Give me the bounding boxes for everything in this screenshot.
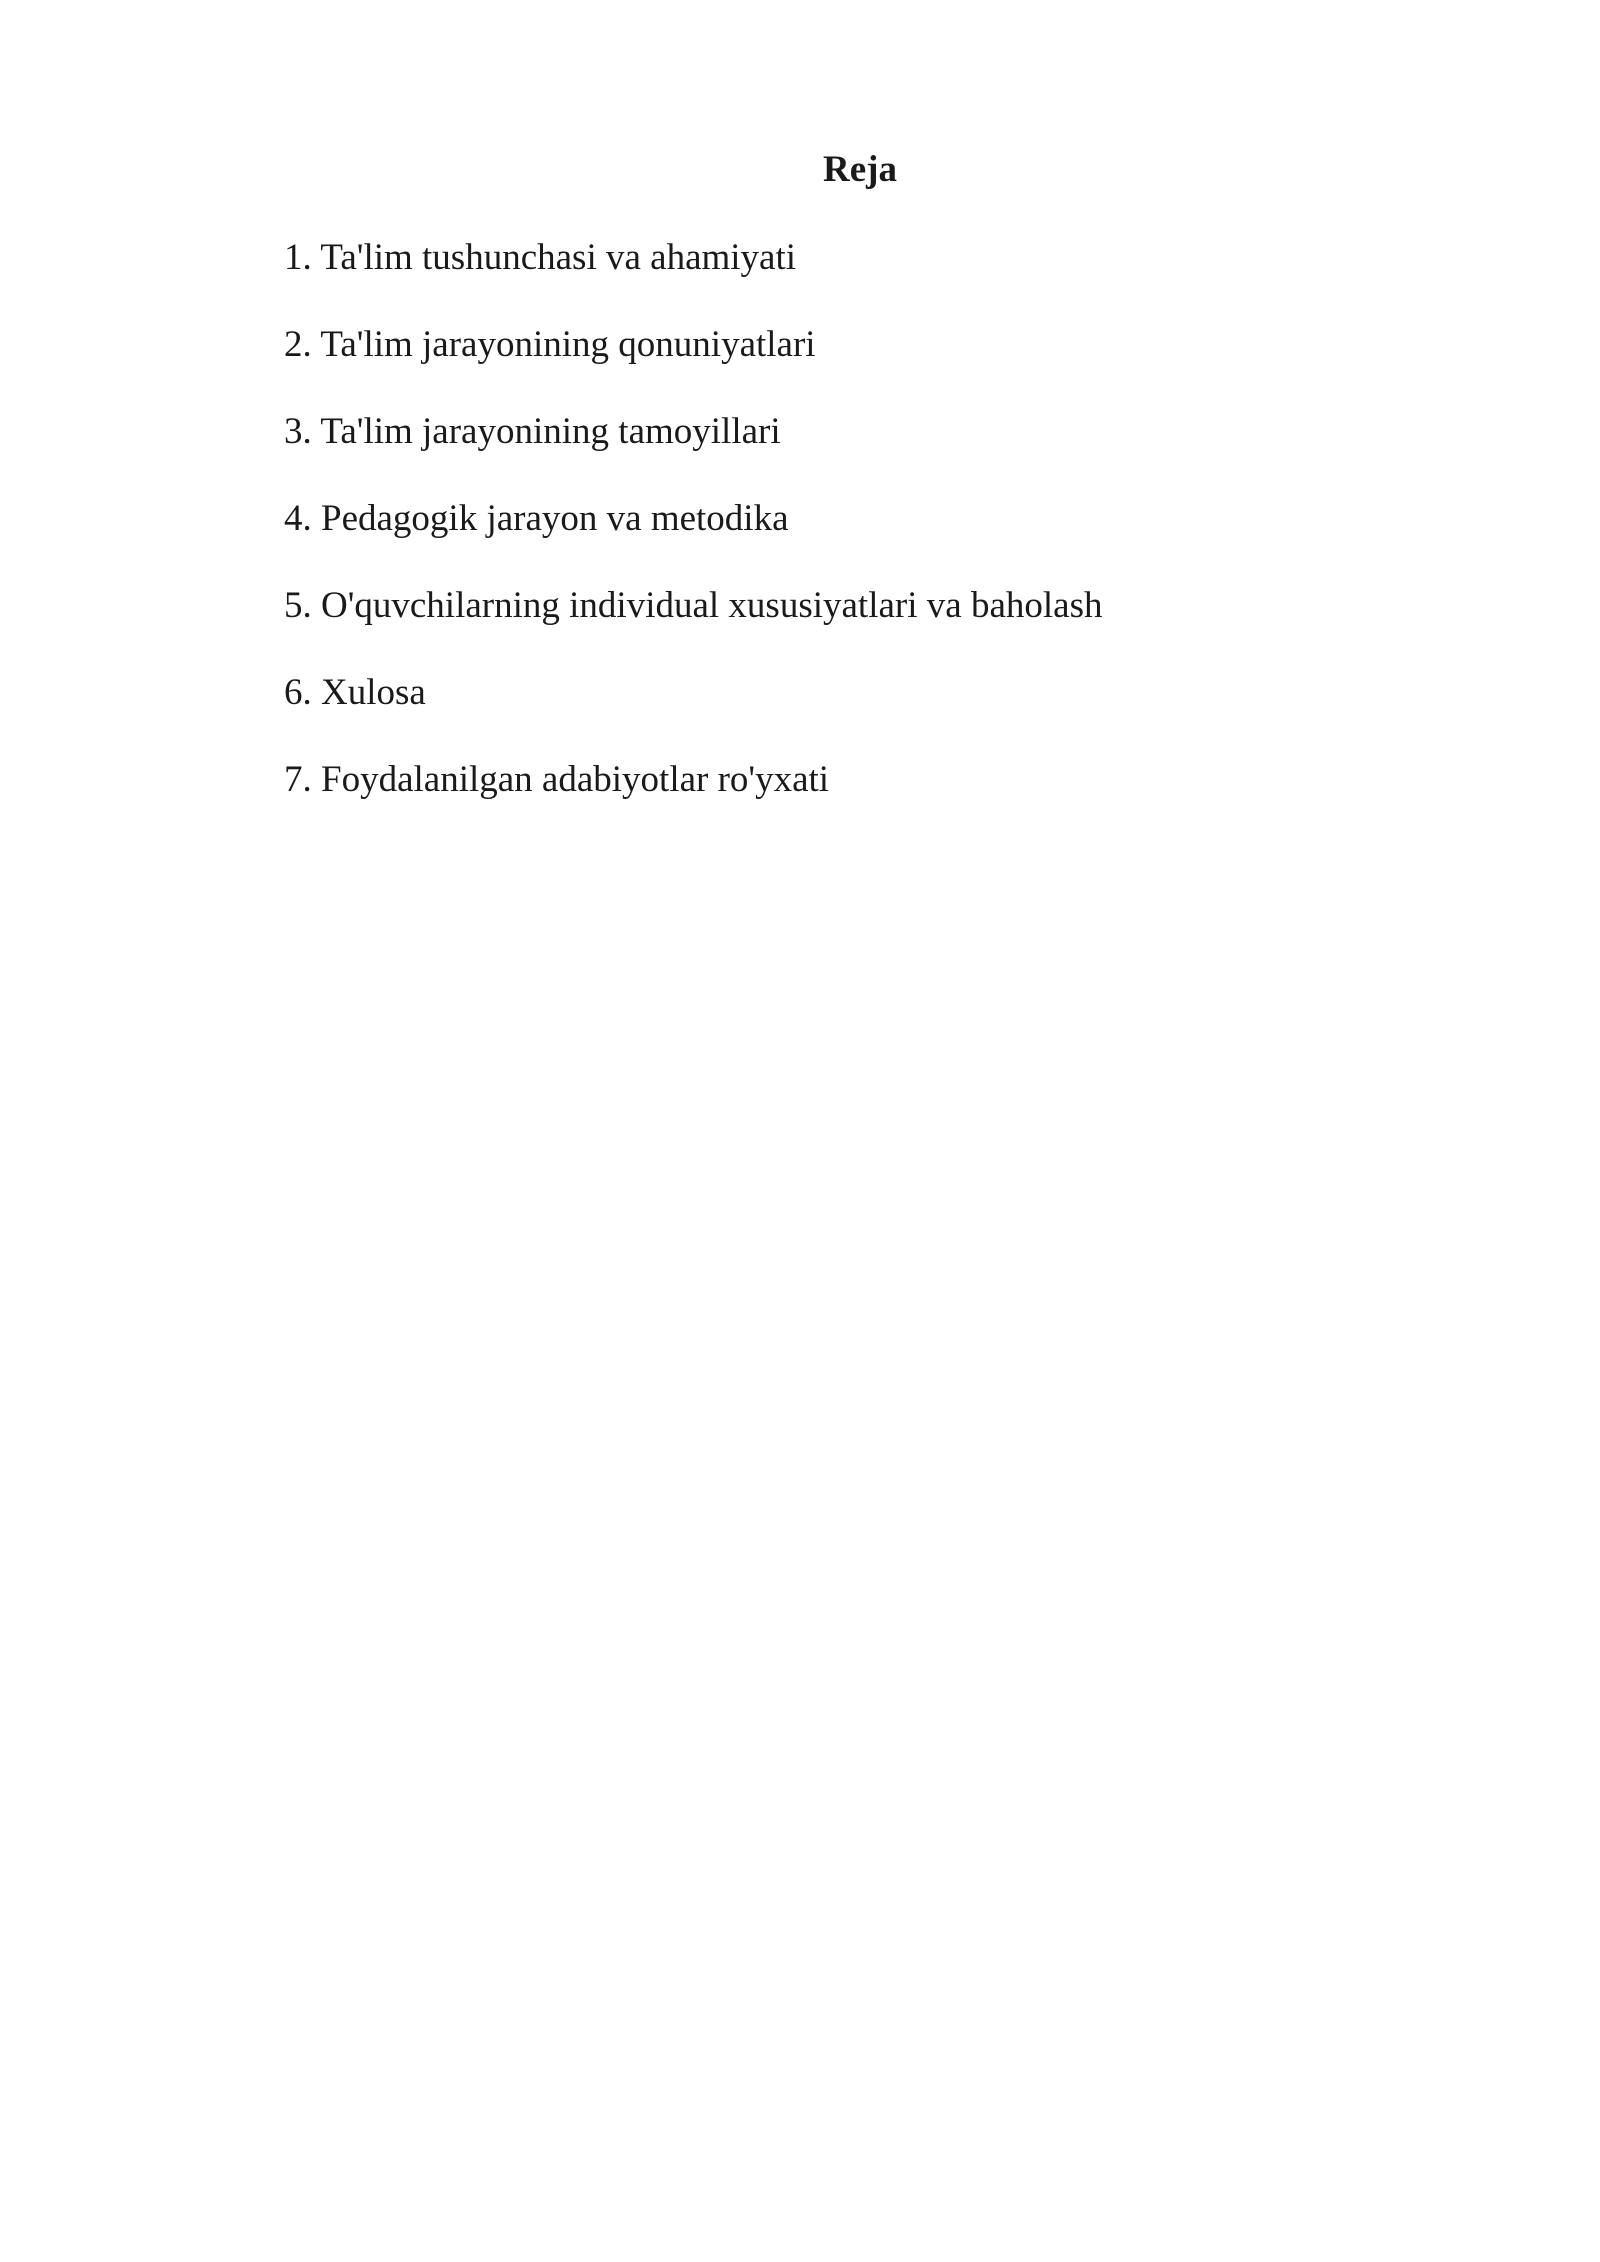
plan-list [284, 236, 1102, 845]
plan-item-7: 7. Foydalanilgan adabiyotlar ro'yxati [284, 759, 830, 800]
plan-item-5: 5. O'quvchilarning individual xususiyatlari va baholash [284, 585, 1103, 626]
plan-item-1: 1. Ta'lim tushunchasi va ahamiyati [284, 237, 797, 278]
plan-item-4: 4. Pedagogik jarayon va metodika [284, 498, 789, 539]
page-title: Reja [823, 149, 897, 190]
plan-item-2: 2. Ta'lim jarayonining qonuniyatlari [284, 324, 816, 365]
plan-item-6: 6. Xulosa [284, 672, 426, 713]
plan-item-3: 3. Ta'lim jarayonining tamoyillari [284, 411, 781, 452]
